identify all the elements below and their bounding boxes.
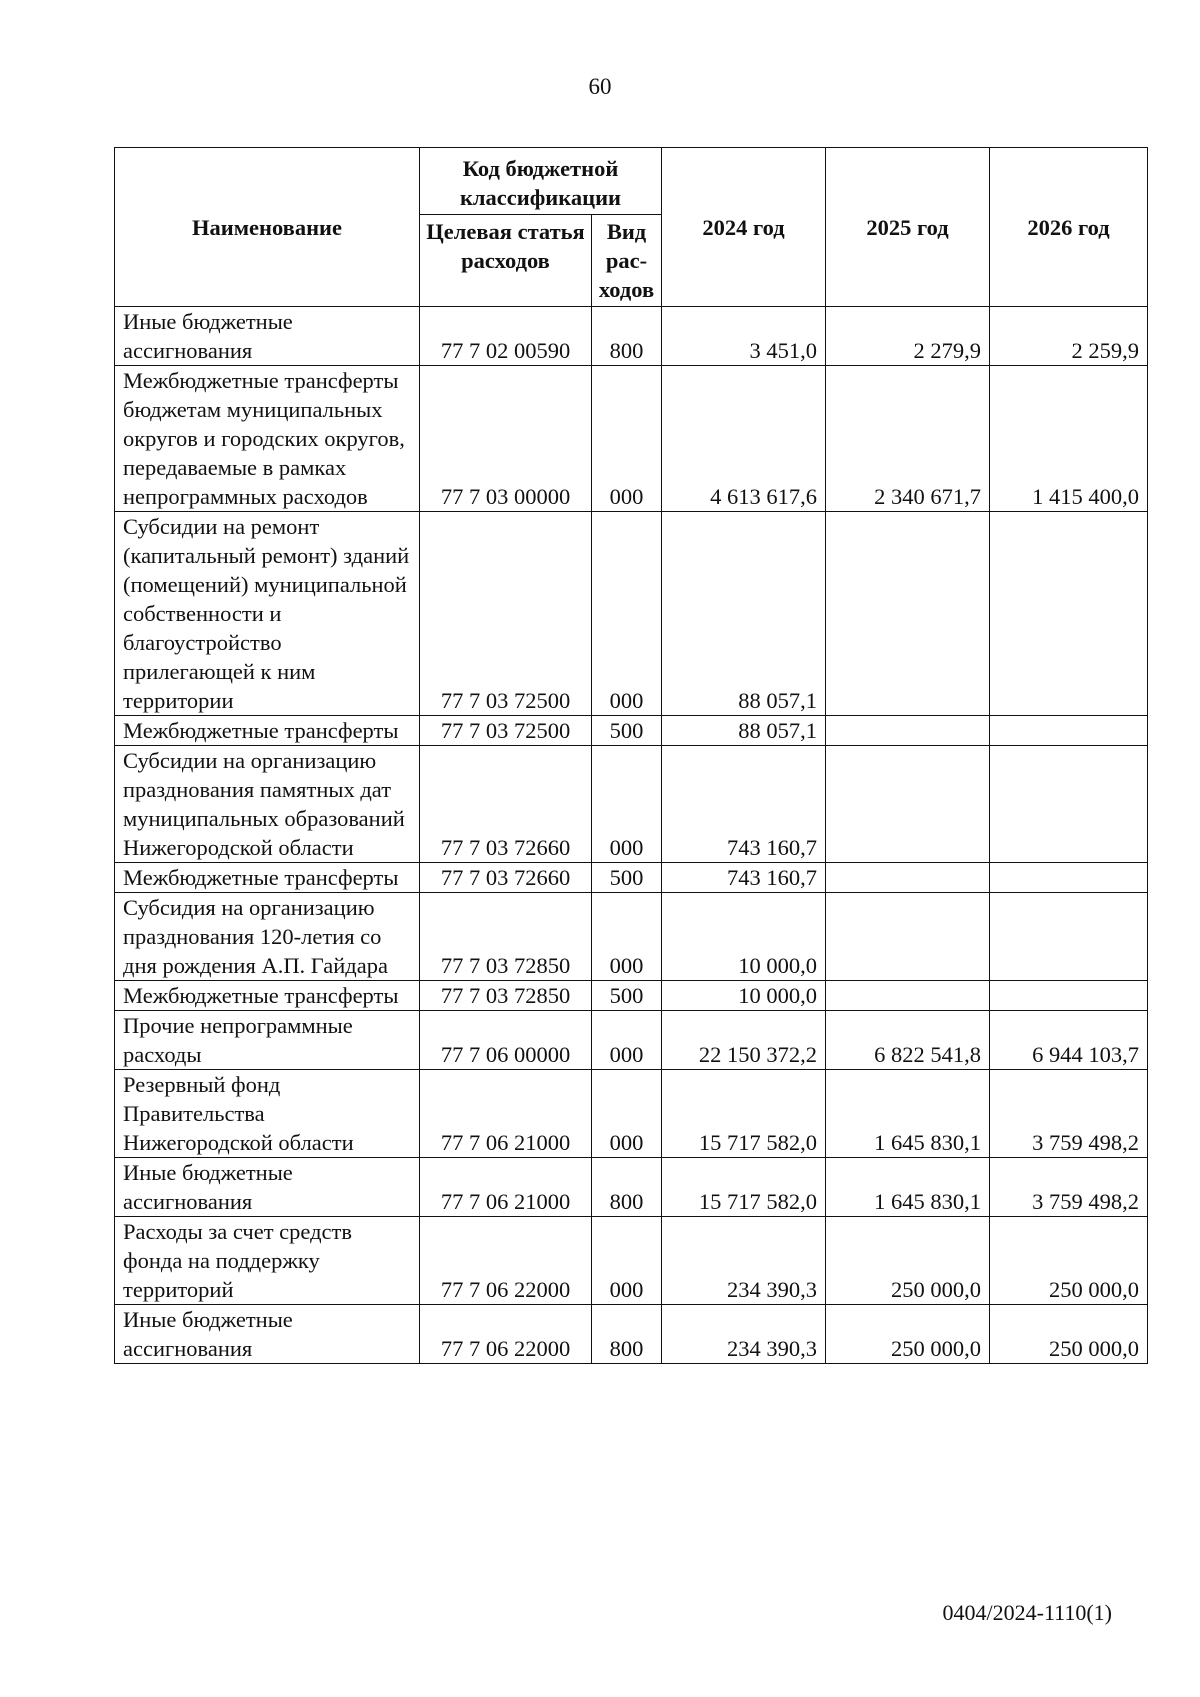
row-value-2024: 88 057,1 [662, 512, 826, 716]
row-value-2026: 250 000,0 [990, 1217, 1148, 1305]
row-expense-type: 500 [592, 981, 662, 1011]
row-target-article: 77 7 03 72500 [420, 512, 592, 716]
row-value-2024: 10 000,0 [662, 893, 826, 981]
row-value-2025: 2 340 671,7 [826, 366, 990, 512]
table-row [115, 863, 1148, 893]
row-value-2024: 3 451,0 [662, 307, 826, 366]
row-target-article: 77 7 02 00590 [420, 307, 592, 366]
row-target-article: 77 7 03 72500 [420, 716, 592, 746]
row-value-2025: 250 000,0 [826, 1305, 990, 1364]
row-expense-type: 500 [592, 716, 662, 746]
table-row [115, 1217, 1148, 1305]
row-value-2026: 3 759 498,2 [990, 1158, 1148, 1217]
row-target-article: 77 7 03 72850 [420, 893, 592, 981]
row-value-2024: 743 160,7 [662, 863, 826, 893]
row-value-2025 [826, 716, 990, 746]
row-name: Субсидия на организацию празднования 120-летия со дня рождения А.П. Гайдара [115, 893, 420, 981]
row-target-article: 77 7 03 72660 [420, 746, 592, 863]
header-expense-type: Вид рас-ходов [592, 215, 662, 307]
row-name: Межбюджетные трансферты [115, 863, 420, 893]
header-name: Наименование [115, 148, 420, 307]
table-row [115, 366, 1148, 512]
row-value-2026: 6 944 103,7 [990, 1011, 1148, 1070]
row-expense-type: 800 [592, 1305, 662, 1364]
row-target-article: 77 7 06 22000 [420, 1217, 592, 1305]
table-body [115, 307, 1148, 1364]
row-value-2026: 3 759 498,2 [990, 1070, 1148, 1158]
row-expense-type: 000 [592, 512, 662, 716]
row-value-2026: 2 259,9 [990, 307, 1148, 366]
header-year-2026: 2026 год [990, 148, 1148, 307]
row-value-2025: 2 279,9 [826, 307, 990, 366]
table-row [115, 512, 1148, 716]
header-target-article: Целевая статья расходов [420, 215, 592, 307]
row-expense-type: 500 [592, 863, 662, 893]
row-value-2025: 6 822 541,8 [826, 1011, 990, 1070]
row-value-2025 [826, 746, 990, 863]
row-name: Иные бюджетные ассигнования [115, 1158, 420, 1217]
table-row [115, 1158, 1148, 1217]
row-expense-type: 800 [592, 1158, 662, 1217]
table-row [115, 307, 1148, 366]
row-name: Иные бюджетные ассигнования [115, 307, 420, 366]
row-expense-type: 000 [592, 893, 662, 981]
table-row [115, 981, 1148, 1011]
table-row [115, 1070, 1148, 1158]
row-value-2024: 10 000,0 [662, 981, 826, 1011]
document-code: 0404/2024-1110(1) [942, 1600, 1112, 1625]
row-value-2026 [990, 512, 1148, 716]
row-value-2025 [826, 893, 990, 981]
row-expense-type: 000 [592, 1070, 662, 1158]
row-target-article: 77 7 03 72850 [420, 981, 592, 1011]
table-row [115, 893, 1148, 981]
row-name: Субсидии на ремонт (капитальный ремонт) зданий (помещений) муниципальной собственности и благоустройство прилегающей к ним территории [115, 512, 420, 716]
row-value-2024: 15 717 582,0 [662, 1158, 826, 1217]
table-row [115, 1011, 1148, 1070]
row-expense-type: 000 [592, 746, 662, 863]
row-value-2024: 15 717 582,0 [662, 1070, 826, 1158]
row-target-article: 77 7 03 72660 [420, 863, 592, 893]
table-header [115, 148, 1148, 307]
row-name: Межбюджетные трансферты [115, 981, 420, 1011]
header-code-group: Код бюджетной классификации [420, 148, 662, 215]
row-target-article: 77 7 06 00000 [420, 1011, 592, 1070]
row-value-2024: 88 057,1 [662, 716, 826, 746]
row-value-2024: 234 390,3 [662, 1305, 826, 1364]
row-value-2026 [990, 863, 1148, 893]
row-value-2026 [990, 716, 1148, 746]
row-name: Прочие непрограммные расходы [115, 1011, 420, 1070]
row-value-2024: 4 613 617,6 [662, 366, 826, 512]
row-target-article: 77 7 06 21000 [420, 1158, 592, 1217]
row-value-2026: 250 000,0 [990, 1305, 1148, 1364]
row-name: Межбюджетные трансферты [115, 716, 420, 746]
row-expense-type: 000 [592, 1217, 662, 1305]
row-target-article: 77 7 03 00000 [420, 366, 592, 512]
table-row [115, 1305, 1148, 1364]
row-value-2025 [826, 863, 990, 893]
table-row [115, 746, 1148, 863]
row-value-2024: 22 150 372,2 [662, 1011, 826, 1070]
header-year-2025: 2025 год [826, 148, 990, 307]
row-value-2026 [990, 981, 1148, 1011]
table-row [115, 716, 1148, 746]
row-value-2024: 234 390,3 [662, 1217, 826, 1305]
row-value-2025 [826, 981, 990, 1011]
row-name: Резервный фонд Правительства Нижегородской области [115, 1070, 420, 1158]
header-year-2024: 2024 год [662, 148, 826, 307]
row-target-article: 77 7 06 21000 [420, 1070, 592, 1158]
row-expense-type: 000 [592, 366, 662, 512]
row-value-2026 [990, 893, 1148, 981]
row-value-2026 [990, 746, 1148, 863]
row-expense-type: 000 [592, 1011, 662, 1070]
row-name: Расходы за счет средств фонда на поддержку территорий [115, 1217, 420, 1305]
row-value-2025: 1 645 830,1 [826, 1070, 990, 1158]
row-name: Субсидии на организацию празднования памятных дат муниципальных образований Нижегородской области [115, 746, 420, 863]
budget-table [114, 147, 1148, 1364]
row-value-2024: 743 160,7 [662, 746, 826, 863]
row-value-2025 [826, 512, 990, 716]
row-value-2025: 1 645 830,1 [826, 1158, 990, 1217]
page-number: 60 [588, 74, 612, 99]
row-name: Иные бюджетные ассигнования [115, 1305, 420, 1364]
row-expense-type: 800 [592, 307, 662, 366]
row-name: Межбюджетные трансферты бюджетам муниципальных округов и городских округов, передаваемые в рамках непрограммных расходов [115, 366, 420, 512]
row-target-article: 77 7 06 22000 [420, 1305, 592, 1364]
row-value-2026: 1 415 400,0 [990, 366, 1148, 512]
row-value-2025: 250 000,0 [826, 1217, 990, 1305]
